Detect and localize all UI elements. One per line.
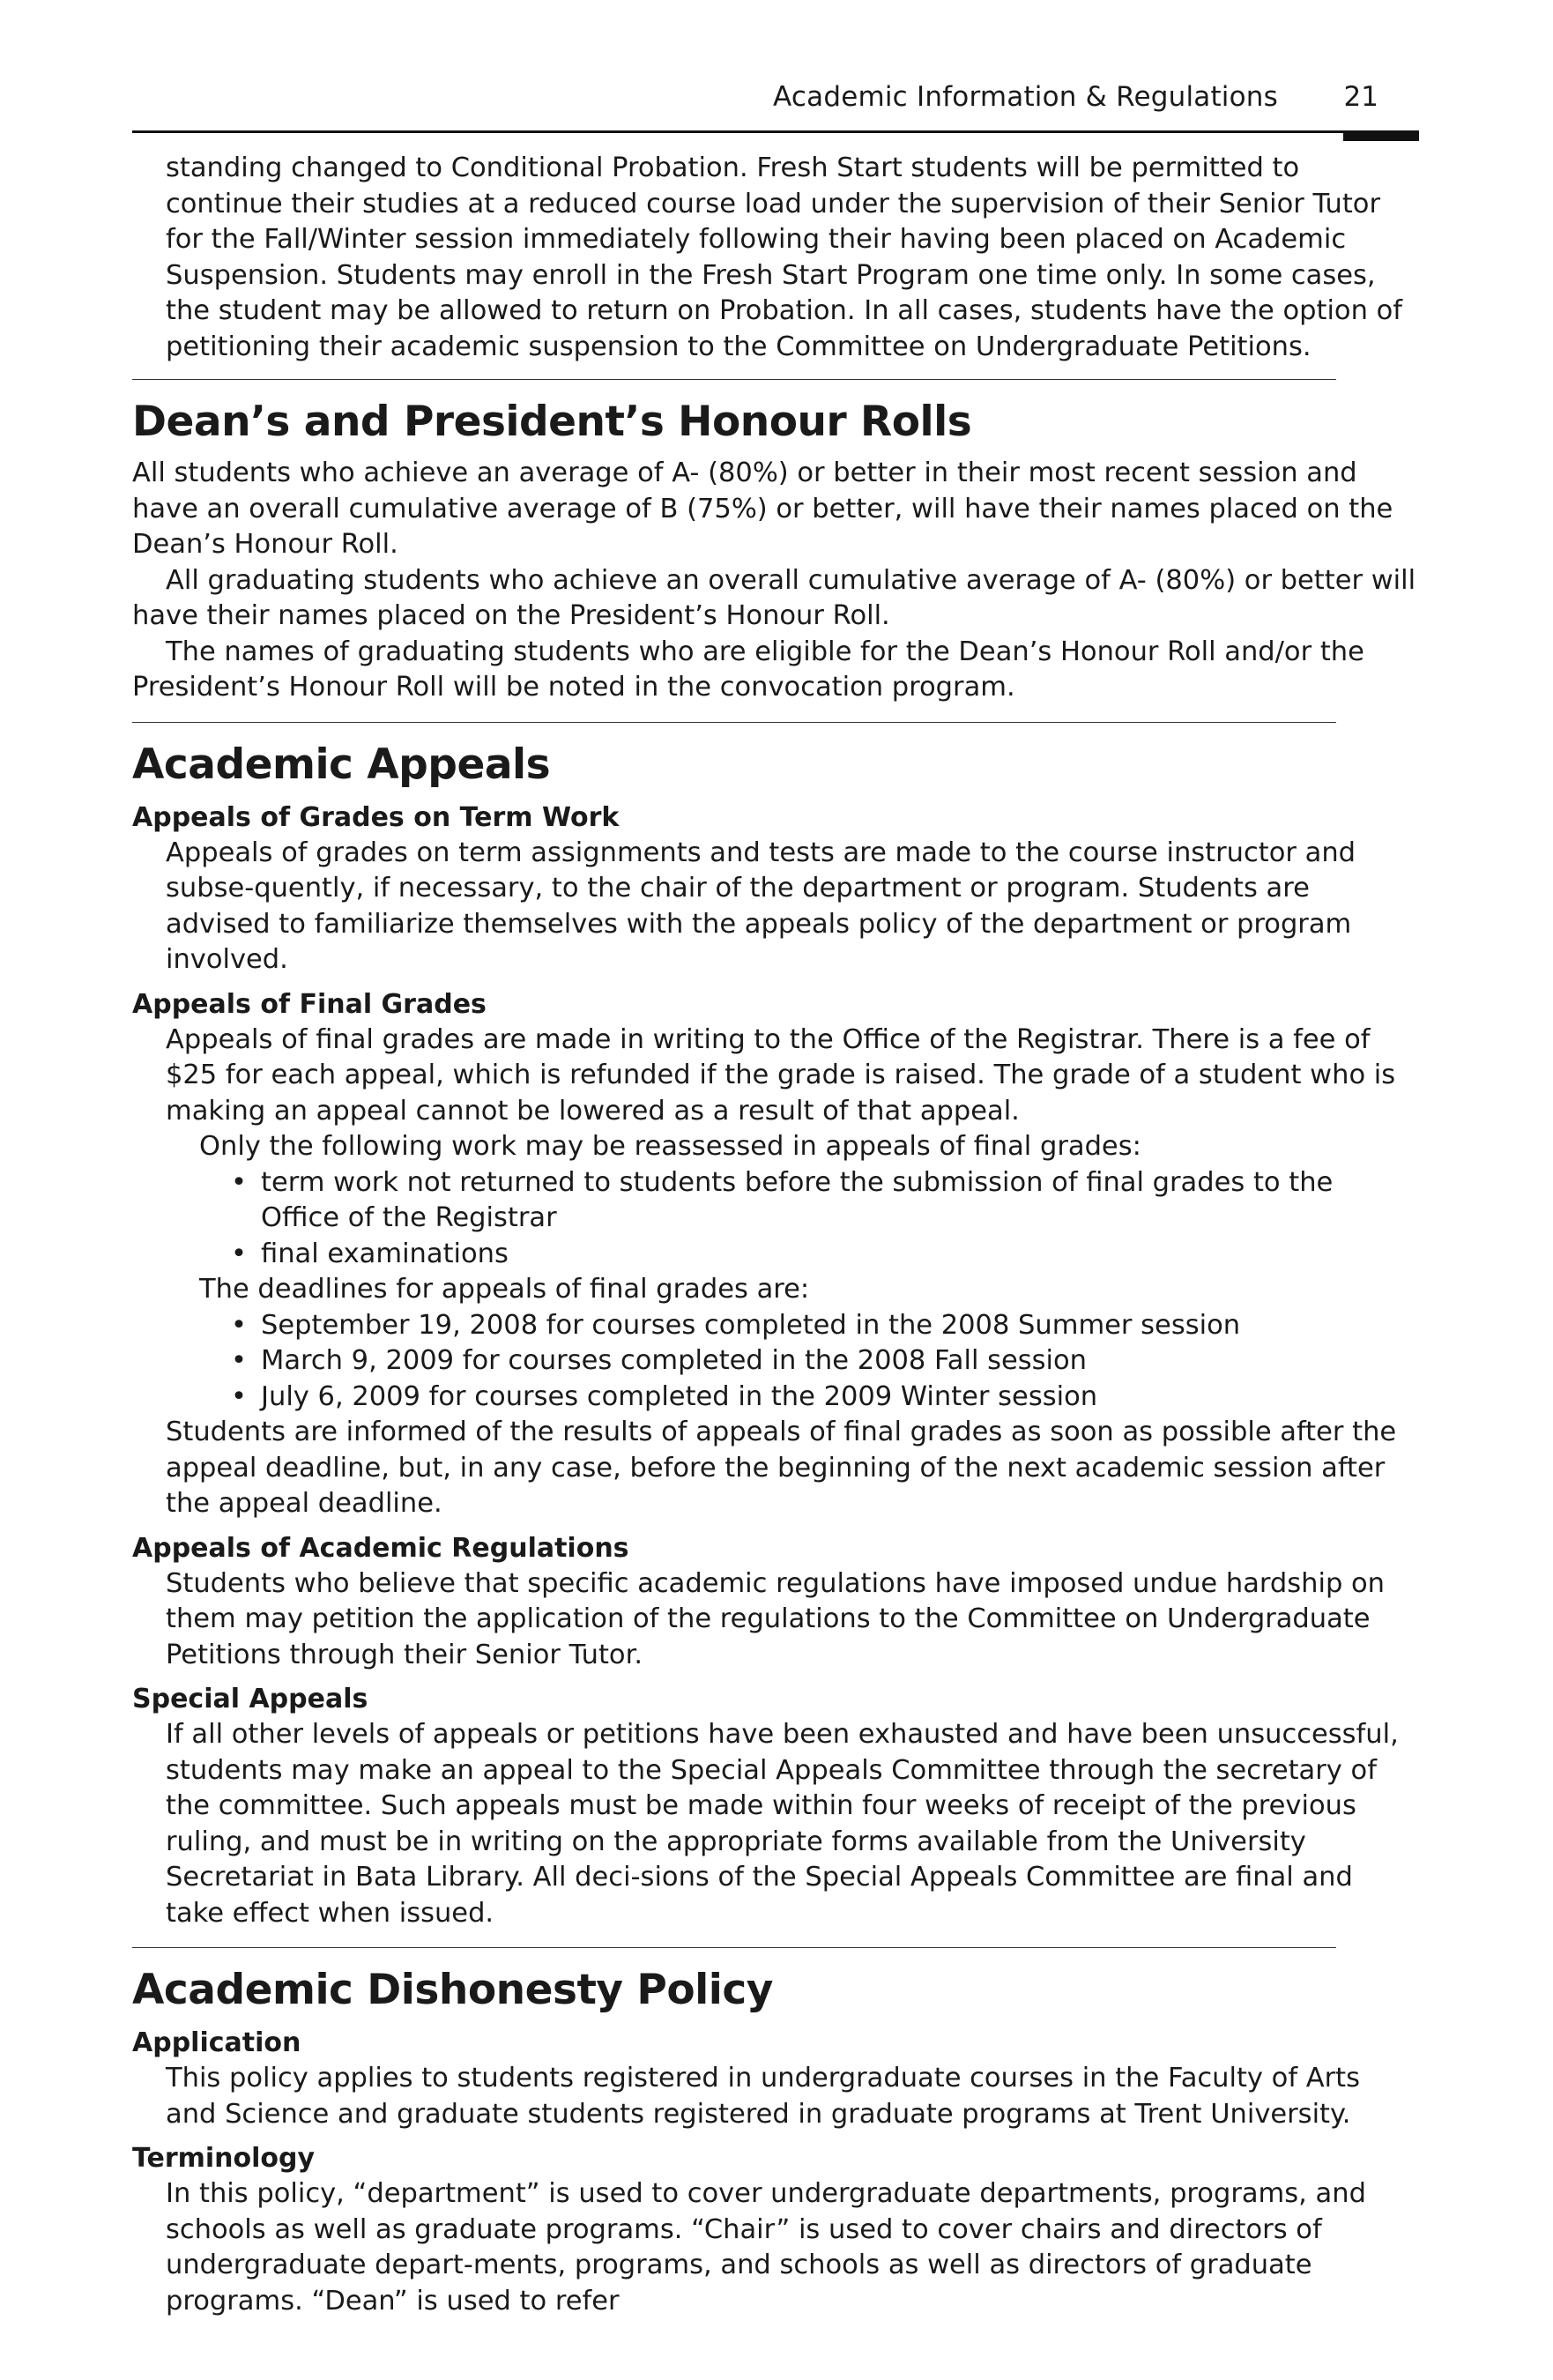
bullet-icon: • xyxy=(231,1345,247,1376)
bullet-icon: • xyxy=(231,1380,247,1412)
list-item-text: final examinations xyxy=(261,1238,509,1269)
page-number: 21 xyxy=(1343,81,1378,113)
final-grades-closing: Students are informed of the results of appeals of final grades as soon as possible after the appeal deadline, but, in any case, before the beginning of the next academic session after the appeal deadline. xyxy=(166,1417,1397,1519)
list-item-text: March 9, 2009 for courses completed in the 2008 Fall session xyxy=(261,1345,1088,1376)
special-appeals-paragraph: If all other levels of appeals or petitions have been exhausted and have been unsuccessful, students may make an appeal to the Special Appeals Committee through the secretary of the committee. Such appeals must be made within four weeks of receipt of the previous ruling, and must be in writing on the appropriate forms available from the University Secretariat in Bata Library. All deci-sions of the Special Appeals Committee are final and take effect when issued. xyxy=(166,1719,1399,1929)
section-divider xyxy=(132,1947,1336,1948)
application-paragraph: This policy applies to students registered in undergraduate courses in the Faculty of Arts and Science and graduate students registered in graduate programs at Trent University. xyxy=(166,2063,1361,2130)
section-heading-honour-rolls: Dean’s and President’s Honour Rolls xyxy=(132,398,972,446)
list-item xyxy=(231,1237,1419,1273)
subheading-application: Application xyxy=(132,2027,301,2058)
list-item-text: July 6, 2009 for courses completed in the 2009 Winter session xyxy=(261,1380,1098,1412)
list-item xyxy=(231,1308,1419,1344)
intro-paragraph: standing changed to Conditional Probation. Fresh Start students will be permitted to continue their studies at a reduced course load under the supervision of their Senior Tutor for the Fall/Winter session immediately following their having been placed on Academic Suspension. Students may enroll in the Fresh Start Program one time only. In some cases, the student may be allowed to return on Probation. In all cases, students have the option of petitioning their academic suspension to the Committee on Undergraduate Petitions. xyxy=(166,152,1403,362)
term-work-paragraph: Appeals of grades on term assignments and tests are made to the course instructor and subse-quently, if necessary, to the chair of the department or program. Students are advised to familiarize themselves with the appeals policy of the department or program involved. xyxy=(166,837,1356,975)
list-item-text: term work not returned to students before the submission of final grades to the Office of the Registrar xyxy=(261,1166,1334,1233)
list-item xyxy=(231,1165,1419,1237)
subheading-terminology: Terminology xyxy=(132,2143,316,2174)
subheading-academic-regulations: Appeals of Academic Regulations xyxy=(132,1532,629,1564)
list-item-text: September 19, 2008 for courses completed in the 2008 Summer session xyxy=(261,1309,1241,1341)
header-accent-bar xyxy=(1343,130,1419,141)
honour-roll-paragraph-convocation: The names of graduating students who are eligible for the Dean’s Honour Roll and/or the President’s Honour Roll will be noted in the convocation program. xyxy=(132,636,1364,703)
bullet-icon: • xyxy=(231,1166,247,1198)
reassess-intro: Only the following work may be reassessed in appeals of final grades: xyxy=(199,1131,1141,1162)
subheading-final-grades: Appeals of Final Grades xyxy=(132,988,487,1020)
deadlines-intro: The deadlines for appeals of final grades are: xyxy=(199,1274,810,1305)
running-header xyxy=(132,78,1419,133)
subheading-special-appeals: Special Appeals xyxy=(132,1684,368,1714)
bullet-icon: • xyxy=(231,1309,247,1341)
running-header-title: Academic Information & Regulations xyxy=(773,81,1278,113)
honour-roll-paragraph-presidents: All graduating students who achieve an overall cumulative average of A- (80%) or better will have their names placed on the President’s Honour Roll. xyxy=(132,564,1416,631)
regulations-paragraph: Students who believe that specific academic regulations have imposed undue hardship on them may petition the application of the regulations to the Committee on Undergraduate Petitions through their Senior Tutor. xyxy=(166,1567,1385,1670)
section-heading-dishonesty-policy: Academic Dishonesty Policy xyxy=(132,1966,773,2014)
deadlines-list xyxy=(231,1308,1419,1416)
section-divider xyxy=(132,722,1336,723)
section-heading-academic-appeals: Academic Appeals xyxy=(132,740,551,789)
subheading-term-work: Appeals of Grades on Term Work xyxy=(132,801,620,833)
list-item xyxy=(231,1380,1419,1416)
final-grades-paragraph: Appeals of final grades are made in writing to the Office of the Registrar. There is a fee of $25 for each appeal, which is refunded if the grade is raised. The grade of a student who is making an appeal cannot be lowered as a result of that appeal. xyxy=(166,1023,1396,1127)
bullet-icon: • xyxy=(231,1238,247,1269)
list-item xyxy=(231,1343,1419,1380)
section-divider xyxy=(132,379,1336,380)
honour-roll-paragraph-deans: All students who achieve an average of A- (80%) or better in their most recent session and have an overall cumulative average of B (75%) or better, will have their names placed on the Dean’s Honour Roll. xyxy=(132,457,1393,560)
terminology-paragraph: In this policy, “department” is used to cover undergraduate departments, programs, and schools as well as graduate programs. “Chair” is used to cover chairs and directors of undergraduate depart-ments, programs, and schools as well as directors of graduate programs. “Dean” is used to refer xyxy=(166,2178,1366,2317)
document-page xyxy=(132,78,1419,2319)
reassess-list xyxy=(231,1165,1419,1273)
